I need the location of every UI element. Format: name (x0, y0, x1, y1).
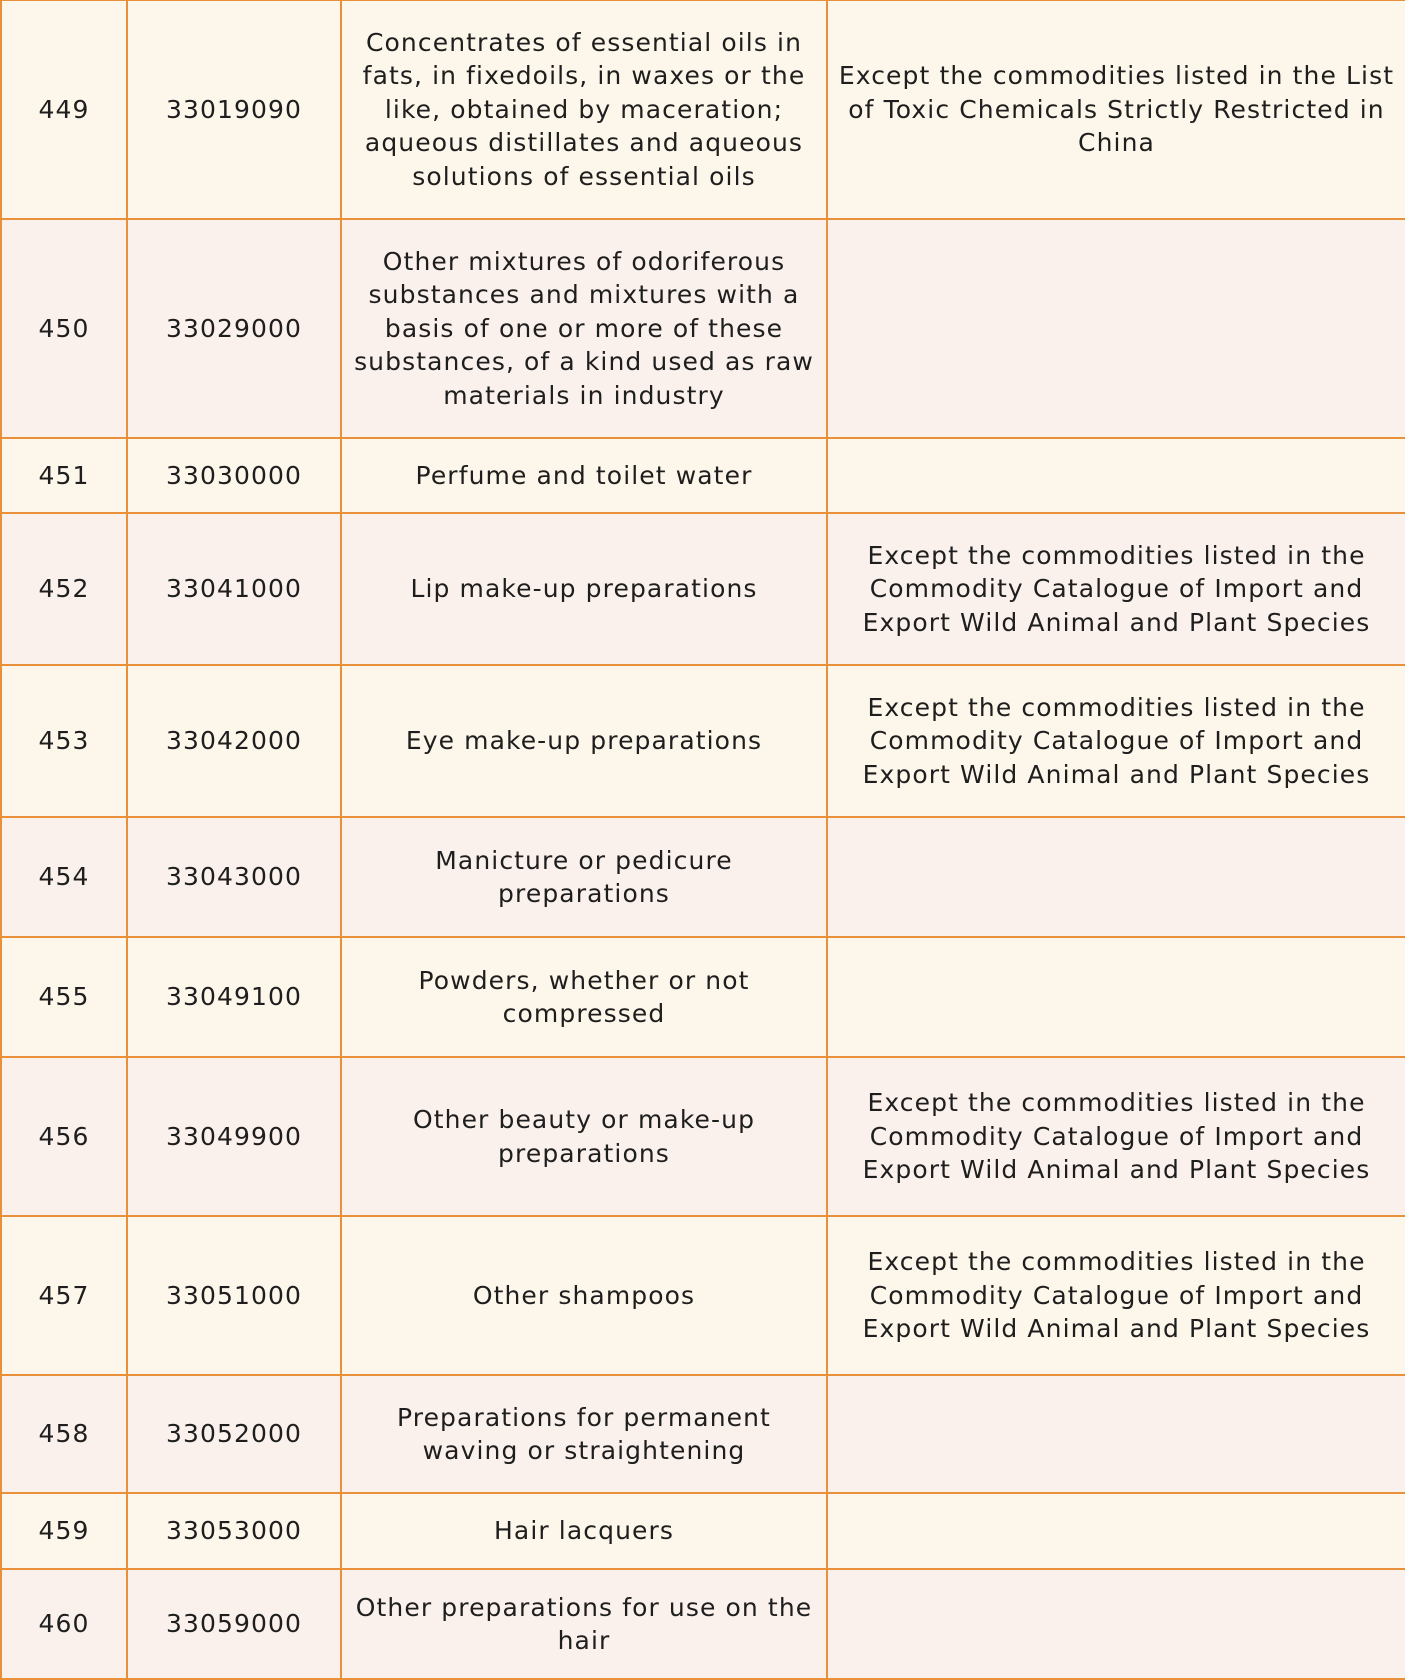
table-row (1, 0, 1405, 219)
table-row (1, 937, 1405, 1057)
remark (827, 438, 1405, 513)
hs-code: 33041000 (127, 513, 341, 665)
row-number: 455 (1, 937, 127, 1057)
table-row (1, 817, 1405, 937)
table-row (1, 219, 1405, 438)
remark (827, 817, 1405, 937)
row-number: 460 (1, 1569, 127, 1679)
remark (827, 1493, 1405, 1569)
remark: Except the commodities listed in the Commodity Catalogue of Import and Export Wild Animal and Plant Species (827, 1216, 1405, 1375)
table-row (1, 513, 1405, 665)
row-number: 454 (1, 817, 127, 937)
table-row (1, 1375, 1405, 1493)
row-number: 452 (1, 513, 127, 665)
hs-code: 33053000 (127, 1493, 341, 1569)
commodity-description: Lip make-up preparations (341, 513, 827, 665)
table-row (1, 438, 1405, 513)
hs-code: 33019090 (127, 0, 341, 219)
row-number: 458 (1, 1375, 127, 1493)
commodity-description: Other preparations for use on the hair (341, 1569, 827, 1679)
row-number: 453 (1, 665, 127, 817)
hs-code: 33042000 (127, 665, 341, 817)
commodity-description: Other beauty or make-up preparations (341, 1057, 827, 1216)
remark (827, 1569, 1405, 1679)
table-row (1, 1057, 1405, 1216)
hs-code: 33043000 (127, 817, 341, 937)
remark: Except the commodities listed in the Commodity Catalogue of Import and Export Wild Animal and Plant Species (827, 665, 1405, 817)
commodity-description: Hair lacquers (341, 1493, 827, 1569)
table-row (1, 665, 1405, 817)
commodity-description: Preparations for permanent waving or straightening (341, 1375, 827, 1493)
table-row (1, 1216, 1405, 1375)
row-number: 459 (1, 1493, 127, 1569)
hs-code: 33029000 (127, 219, 341, 438)
hs-code: 33049100 (127, 937, 341, 1057)
remark: Except the commodities listed in the Commodity Catalogue of Import and Export Wild Animal and Plant Species (827, 1057, 1405, 1216)
remark (827, 219, 1405, 438)
commodity-description: Eye make-up preparations (341, 665, 827, 817)
hs-code: 33051000 (127, 1216, 341, 1375)
remark (827, 937, 1405, 1057)
remark: Except the commodities listed in the List of Toxic Chemicals Strictly Restricted in China (827, 0, 1405, 219)
hs-code: 33049900 (127, 1057, 341, 1216)
commodity-description: Other mixtures of odoriferous substances and mixtures with a basis of one or more of these substances, of a kind used as raw materials in industry (341, 219, 827, 438)
hs-code: 33030000 (127, 438, 341, 513)
remark: Except the commodities listed in the Commodity Catalogue of Import and Export Wild Animal and Plant Species (827, 513, 1405, 665)
hs-code: 33059000 (127, 1569, 341, 1679)
row-number: 450 (1, 219, 127, 438)
commodity-description: Powders, whether or not compressed (341, 937, 827, 1057)
table-row (1, 1569, 1405, 1679)
remark (827, 1375, 1405, 1493)
row-number: 451 (1, 438, 127, 513)
hs-code: 33052000 (127, 1375, 341, 1493)
row-number: 456 (1, 1057, 127, 1216)
commodity-description: Concentrates of essential oils in fats, in fixedoils, in waxes or the like, obtained by maceration; aqueous distillates and aqueous solutions of essential oils (341, 0, 827, 219)
table-row (1, 1493, 1405, 1569)
commodity-description: Other shampoos (341, 1216, 827, 1375)
commodity-description: Perfume and toilet water (341, 438, 827, 513)
commodity-description: Manicture or pedicure preparations (341, 817, 827, 937)
row-number: 449 (1, 0, 127, 219)
row-number: 457 (1, 1216, 127, 1375)
